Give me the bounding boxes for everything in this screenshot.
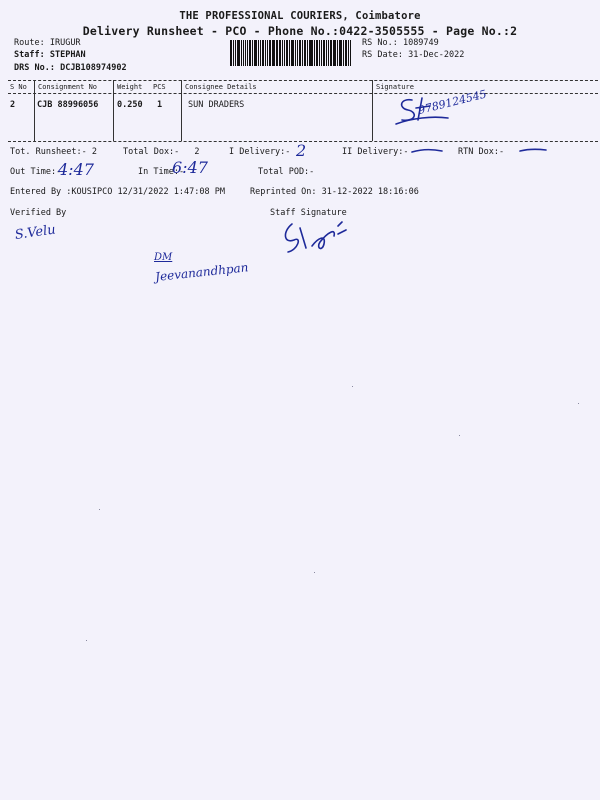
col-header-weight: Weight — [117, 83, 143, 91]
total-dox-label: Total Dox:- — [123, 147, 180, 157]
i-delivery-handwritten: 2 — [296, 141, 307, 160]
runsheet-subtitle: Delivery Runsheet - PCO - Phone No.:0422-3505555 - Page No.:2 — [82, 24, 518, 38]
col-divider — [113, 80, 114, 141]
row-sno: 2 — [10, 100, 16, 110]
drs-value: DCJB108974902 — [60, 63, 127, 73]
verifier-signature: S.Velu — [13, 222, 57, 243]
rs-no-line — [362, 38, 439, 48]
reprinted-on: Reprinted On: 31-12-2022 18:16:06 — [250, 187, 419, 197]
company-title: THE PROFESSIONAL COURIERS, Coimbatore — [179, 10, 421, 22]
col-header-sno: S No — [10, 83, 27, 91]
table-header-rule — [8, 93, 598, 94]
col-header-consignee: Consignee Details — [185, 83, 257, 91]
staff-signature — [276, 218, 356, 260]
i-delivery-label: I Delivery:- — [229, 147, 291, 157]
rs-date-value: 31-Dec-2022 — [408, 50, 465, 60]
staff-signature-label: Staff Signature — [270, 208, 347, 218]
drs-label: DRS No.: — [14, 63, 55, 73]
ii-delivery-label: II Delivery:- — [342, 147, 409, 157]
total-dox — [123, 147, 200, 157]
entered-by: Entered By :KOUSIPCO 12/31/2022 1:47:08 PM — [10, 187, 225, 197]
out-time-label: Out Time:- — [10, 167, 62, 177]
col-divider — [372, 80, 373, 141]
row-pcs: 1 — [157, 100, 163, 110]
total-pod-label: Total POD:- — [258, 167, 315, 177]
in-time-handwritten: 6:47 — [172, 158, 208, 177]
tot-runsheet-value: 2 — [91, 147, 98, 157]
total-dox-value: 2 — [194, 147, 200, 157]
ii-delivery-dash — [410, 147, 444, 155]
barcode-image — [230, 40, 352, 66]
rs-date-label: RS Date: — [362, 50, 403, 60]
row-weight: 0.250 — [117, 100, 143, 110]
row-consignee: SUN DRADERS — [188, 100, 245, 110]
rs-no-value: 1089749 — [402, 38, 439, 48]
tot-runsheet-label: Tot. Runsheet:- — [10, 147, 87, 157]
table-top-rule — [8, 80, 598, 81]
row-consignment-no: CJB 88996056 — [37, 100, 99, 110]
route-label: Route: — [14, 38, 45, 48]
out-time-handwritten: 4:47 — [58, 160, 94, 179]
rtn-dox-label: RTN Dox:- — [458, 147, 505, 157]
dm-handwritten: DM — [154, 252, 173, 263]
rtn-dox-dash — [518, 146, 548, 154]
col-header-consignment: Consignment No — [38, 83, 98, 91]
rs-date-line — [362, 50, 464, 60]
col-header-signature: Signature — [376, 83, 414, 91]
col-divider — [34, 80, 35, 141]
phone-handwritten: 9789124545 — [416, 87, 488, 117]
rs-no-label: RS No.: — [362, 38, 398, 48]
staff-name-handwritten: Jeevanandhpan — [154, 260, 250, 284]
staff-line — [14, 50, 86, 60]
col-header-pcs: PCS — [153, 83, 166, 91]
route-line — [14, 38, 81, 48]
staff-label: Staff: — [14, 50, 45, 60]
route-value: IRUGUR — [49, 38, 81, 48]
staff-value: STEPHAN — [49, 50, 86, 60]
col-divider — [181, 80, 182, 141]
tot-runsheet — [10, 147, 97, 157]
verified-by-label: Verified By — [10, 208, 67, 218]
in-time-label: In Time:- — [138, 167, 185, 177]
drs-line — [14, 63, 127, 73]
